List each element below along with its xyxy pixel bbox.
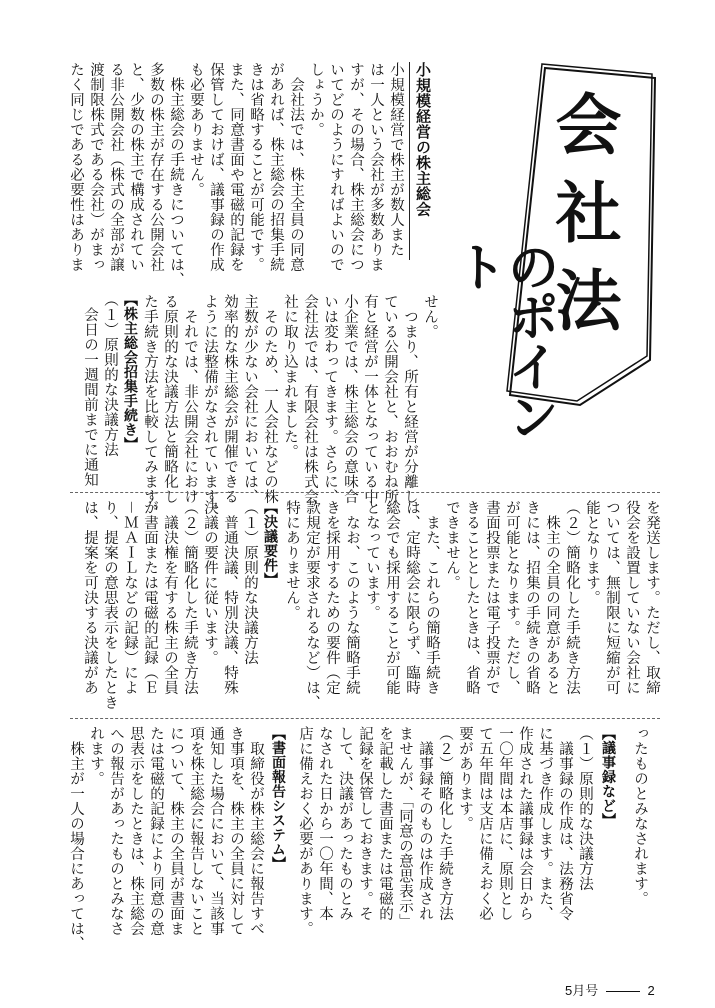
footer-dash	[606, 991, 640, 992]
section-body: 小規模経営で株主が数人また は一人という会社が多数ありま すが、その場合、株主総会につ いてどのようにすればよいので しょうか。 会社法では、株主全員の同意 があれば、株主総会の招集手続 きは省略することが可能です。 また、同意書面や電磁的記録を 保管しておけば、議事録の作成 も必要ありません。 株主総会の手続きについては、 多数の株主が存在する公開会社 と、少数の株主で構成されてい る非公開会社（株式の全部が譲 渡制限株式である会社）がまっ たく同じである必要性はありま	[68, 62, 404, 287]
divider	[70, 718, 660, 719]
section-body-continued: せん。 つまり、所有と経営が分離し ている公開会社と、おおむね所 有と経営が一体となっている中 小企業では、株主総会の意味合 いは変わってきます。さらに、 会社法では、有限会社は株式会 社に取り込まれました。 そのため、一人会社などの株 主数が少ない会社においては、 効率的な株主総会が開催できる ように法整備がなされています。 それでは、非公開会社におけ る原則的な決議方法と簡略化し た手続き方法を比較してみます。	[142, 294, 438, 519]
main-title: 会社法	[544, 90, 622, 354]
section-body: ったものとみなされます。	[632, 726, 648, 906]
subtitle: のポイント	[446, 240, 558, 440]
footer	[565, 980, 655, 999]
heading-rule	[409, 62, 410, 260]
section-heading: 【株主総会招集手続き】	[122, 292, 138, 452]
divider	[70, 492, 660, 493]
section-heading: 【議事録など】	[600, 726, 616, 828]
section-body: 取締役が株主総会に報告すべ き事項を、株主の全員に対して 通知した場合において、当該事 項を株主総会に報告しないこと について、株主の全員が書面ま たは電磁的記録により同意の意 思表示をしたときは、株主総会 への報告があったものとみなさ れます。 株主が一人の場合にあっては、	[68, 726, 264, 951]
page-number: 2	[647, 983, 655, 998]
section-heading: 【書面報告システム】	[270, 726, 286, 871]
section-body: （１）原則的な決議方法 会日の一週間前までに通知	[82, 292, 118, 487]
section-body: （１）原則的な決議方法 普通決議、特別決議、特殊 決議の要件に従います。 （２）簡略化した手続き方法 議決権を有する株主の全員 が書面または電磁的記録（Ｅ －ＭＡＩＬなどの記録）によ り、提案の意思表示をしたとき は、提案を可決する決議があ	[82, 500, 258, 710]
title-box	[446, 60, 660, 480]
issue-label: 5月号	[565, 983, 599, 998]
section-heading: 小規模経営の株主総会	[414, 62, 432, 217]
section-body: （１）原則的な決議方法 議事録の作成は、法務省令 に基づき作成します。また、 作成された議事録は会日から 一〇年間は本店に、原則とし て五年間は支店に備えおく必 要があります。 （２）簡略化した手続き方法 議事録そのものは作成され ませんが、「同意の意思表示」 を記載した書面または電磁的 記録を保管しておきます。そ して、決議があったものとみ なされた日から一〇年間、本 店に備えおく必要があります。	[297, 726, 593, 936]
section-heading: 【決議要件】	[262, 500, 278, 587]
section-body: を発送します。ただし、取締 役会を設置していない会社に ついては、無制限に短縮が可 能となります。 （２）簡略化した手続き方法 株主の全員の同意があると きには、招集の手続きの省略 が可能となります。ただし、 書面投票または電子投票がで きることとしたときは、省略 できません。 また、これらの簡略手続き は、定時総会に限らず、臨時 総会でも採用することが可能 となっています。 なお、このような簡略手続 きを採用するための要件（定 款規定が要求されるなど）は、 特にありません。	[284, 500, 660, 710]
